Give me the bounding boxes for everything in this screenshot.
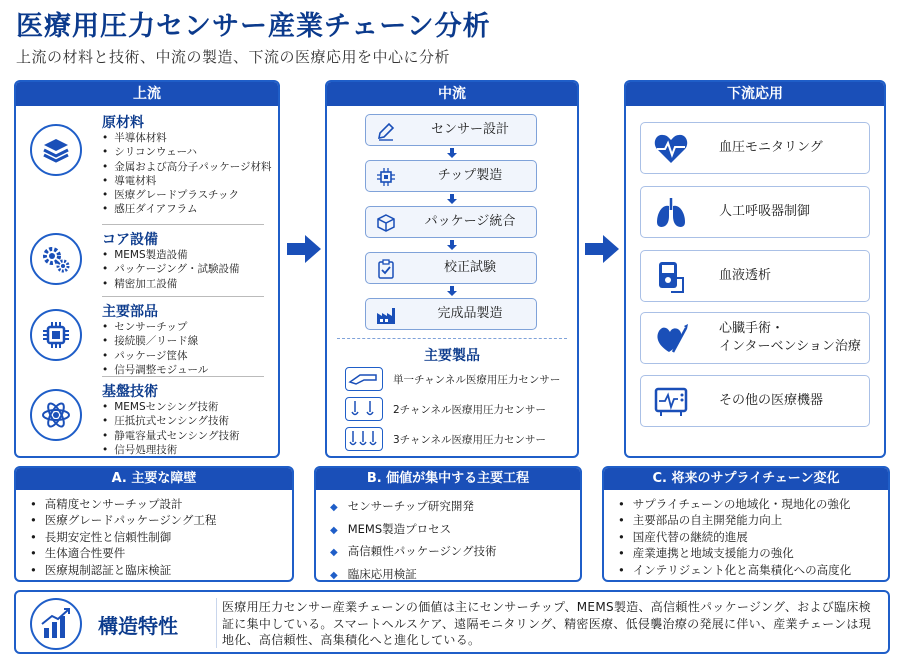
cube-icon bbox=[376, 213, 396, 233]
products-title: 主要製品 bbox=[424, 348, 480, 364]
down-arrow-icon bbox=[447, 286, 457, 296]
value-list bbox=[316, 490, 580, 582]
heart-pulse-icon bbox=[653, 132, 689, 166]
step-final-product-manufacturing bbox=[365, 298, 537, 330]
list-item: • 静電容量式センシング技術 bbox=[102, 429, 239, 443]
clipboard-check-icon bbox=[376, 259, 396, 279]
list-item: • インテリジェント化と高集積化への高度化 bbox=[618, 562, 888, 578]
dual-channel-sensor-icon bbox=[345, 397, 383, 421]
page-title: 医療用圧力センサー産業チェーン分析 bbox=[16, 11, 491, 42]
section-title: 主要部品 bbox=[102, 304, 158, 320]
barriers-header: A. 主要な障壁 bbox=[16, 468, 292, 490]
future-box bbox=[602, 466, 890, 582]
step-label: チップ製造 bbox=[437, 168, 503, 183]
list-item: • サプライチェーンの地域化・現地化の強化 bbox=[618, 496, 888, 512]
list-item: • シリコンウェーハ bbox=[102, 145, 272, 159]
list-item: • 医療グレードパッケージング工程 bbox=[30, 512, 292, 528]
lungs-icon bbox=[653, 196, 689, 230]
barriers-list bbox=[16, 490, 292, 578]
app-label: 心臓手術・ インターベンション治療 bbox=[719, 321, 861, 354]
product-label: 単一チャンネル医療用圧力センサー bbox=[393, 374, 561, 386]
list-item: • 産業連携と地域支援能力の強化 bbox=[618, 545, 888, 561]
app-ventilator-control bbox=[640, 186, 870, 238]
list-item: • 圧抵抗式センシング技術 bbox=[102, 414, 239, 428]
page-subtitle: 上流の材料と技術、中流の製造、下流の医療応用を中心に分析 bbox=[16, 48, 451, 66]
step-label: パッケージ統合 bbox=[424, 214, 516, 229]
list-item: • 高精度センサーチップ設計 bbox=[30, 496, 292, 512]
list-item: • 医療規制認証と臨床検証 bbox=[30, 562, 292, 578]
downstream-header: 下流応用 bbox=[626, 82, 884, 106]
monitor-device-icon bbox=[653, 385, 689, 419]
list-item: ◆ 臨床応用検証 bbox=[330, 564, 580, 583]
barriers-box bbox=[14, 466, 294, 582]
upstream-section-core-equipment bbox=[16, 229, 278, 293]
flow-arrow-right-icon bbox=[287, 234, 321, 264]
upstream-section-raw-materials bbox=[16, 112, 278, 216]
upstream-section-base-technology bbox=[16, 381, 278, 457]
upstream-section-key-components bbox=[16, 301, 278, 377]
downstream-panel bbox=[624, 80, 886, 458]
structure-text: 医療用圧力センサー産業チェーンの価値は主にセンサーチップ、MEMS製造、高信頼性パッケージング、および臨床検証に集中している。スマートヘルスケア、遠隔モニタリング、精密医療、低侵襲治療の発展に伴い、産業チェーンは現地化、高信頼性、高集積化へと進化している。 bbox=[222, 600, 872, 647]
pen-icon bbox=[376, 121, 396, 141]
down-arrow-icon bbox=[447, 240, 457, 250]
value-header: B. 価値が集中する主要工程 bbox=[316, 468, 580, 490]
structure-characteristics-box bbox=[14, 590, 890, 654]
app-cardiac-surgery bbox=[640, 312, 870, 364]
step-label: 校正試験 bbox=[443, 260, 496, 275]
section-list bbox=[102, 320, 208, 377]
section-title: 基盤技術 bbox=[102, 384, 158, 400]
step-package-integration bbox=[365, 206, 537, 238]
step-calibration-test bbox=[365, 252, 537, 284]
step-label: センサー設計 bbox=[430, 122, 509, 137]
list-item: • 半導体材料 bbox=[102, 131, 272, 145]
chip-icon bbox=[30, 309, 82, 361]
list-item: • MEMSセンシング技術 bbox=[102, 400, 239, 414]
growth-chart-icon bbox=[30, 598, 82, 650]
future-list bbox=[604, 490, 888, 578]
list-item: • パッケージング・試験設備 bbox=[102, 262, 240, 276]
app-label: 人工呼吸器制御 bbox=[719, 204, 811, 219]
section-list bbox=[102, 248, 240, 291]
list-item: • 主要部品の自主開発能力向上 bbox=[618, 512, 888, 528]
section-title: 原材料 bbox=[102, 115, 144, 131]
structure-title: 構造特性 bbox=[98, 614, 178, 638]
section-list bbox=[102, 131, 272, 217]
atom-icon bbox=[30, 389, 82, 441]
section-list bbox=[102, 400, 239, 457]
step-sensor-design bbox=[365, 114, 537, 146]
list-item: • センサーチップ bbox=[102, 320, 208, 334]
list-item: • 導電材料 bbox=[102, 174, 272, 188]
list-item: • 信号調整モジュール bbox=[102, 363, 208, 377]
list-item: • 長期安定性と信頼性制御 bbox=[30, 529, 292, 545]
down-arrow-icon bbox=[447, 194, 457, 204]
divider bbox=[102, 224, 264, 225]
product-label: 3チャンネル医療用圧力センサー bbox=[393, 434, 547, 446]
midstream-header: 中流 bbox=[327, 82, 577, 106]
list-item: • 生体適合性要件 bbox=[30, 545, 292, 561]
list-item: • 医療グレードプラスチック bbox=[102, 188, 272, 202]
down-arrow-icon bbox=[447, 148, 457, 158]
list-item: ◆ MEMS製造プロセス bbox=[330, 519, 580, 542]
divider bbox=[102, 376, 264, 377]
midstream-panel bbox=[325, 80, 579, 458]
app-label: 血圧モニタリング bbox=[719, 140, 823, 155]
step-chip-fabrication bbox=[365, 160, 537, 192]
app-blood-pressure-monitoring bbox=[640, 122, 870, 174]
layers-icon bbox=[30, 124, 82, 176]
single-channel-sensor-icon bbox=[345, 367, 383, 391]
gears-icon bbox=[30, 233, 82, 285]
list-item: • 接続膜／リード線 bbox=[102, 334, 208, 348]
triple-channel-sensor-icon bbox=[345, 427, 383, 451]
divider bbox=[337, 338, 567, 339]
value-box bbox=[314, 466, 582, 582]
step-label: 完成品製造 bbox=[437, 306, 503, 321]
upstream-panel bbox=[14, 80, 280, 458]
list-item: • 金属および高分子パッケージ材料 bbox=[102, 160, 272, 174]
app-label: 血液透析 bbox=[719, 268, 772, 283]
divider bbox=[216, 598, 217, 648]
list-item: ◆ 高信頼性パッケージング技術 bbox=[330, 541, 580, 564]
chip-icon bbox=[376, 167, 396, 187]
heart-surgery-icon bbox=[653, 322, 689, 356]
upstream-header: 上流 bbox=[16, 82, 278, 106]
app-label: その他の医療機器 bbox=[719, 393, 824, 408]
dialysis-icon bbox=[653, 260, 689, 294]
future-header: C. 将来のサプライチェーン変化 bbox=[604, 468, 888, 490]
list-item: • 精密加工設備 bbox=[102, 277, 240, 291]
list-item: • 信号処理技術 bbox=[102, 443, 239, 457]
app-other-medical-devices bbox=[640, 375, 870, 427]
flow-arrow-right-icon bbox=[585, 234, 619, 264]
app-hemodialysis bbox=[640, 250, 870, 302]
list-item: • MEMS製造設備 bbox=[102, 248, 240, 262]
product-label: 2チャンネル医療用圧力センサー bbox=[393, 404, 547, 416]
list-item: • パッケージ筐体 bbox=[102, 349, 208, 363]
factory-icon bbox=[376, 305, 396, 325]
list-item: ◆ センサーチップ研究開発 bbox=[330, 496, 580, 519]
list-item: • 国産代替の継続的進展 bbox=[618, 529, 888, 545]
section-title: コア設備 bbox=[102, 232, 158, 248]
divider bbox=[102, 296, 264, 297]
list-item: • 感圧ダイアフラム bbox=[102, 202, 272, 216]
